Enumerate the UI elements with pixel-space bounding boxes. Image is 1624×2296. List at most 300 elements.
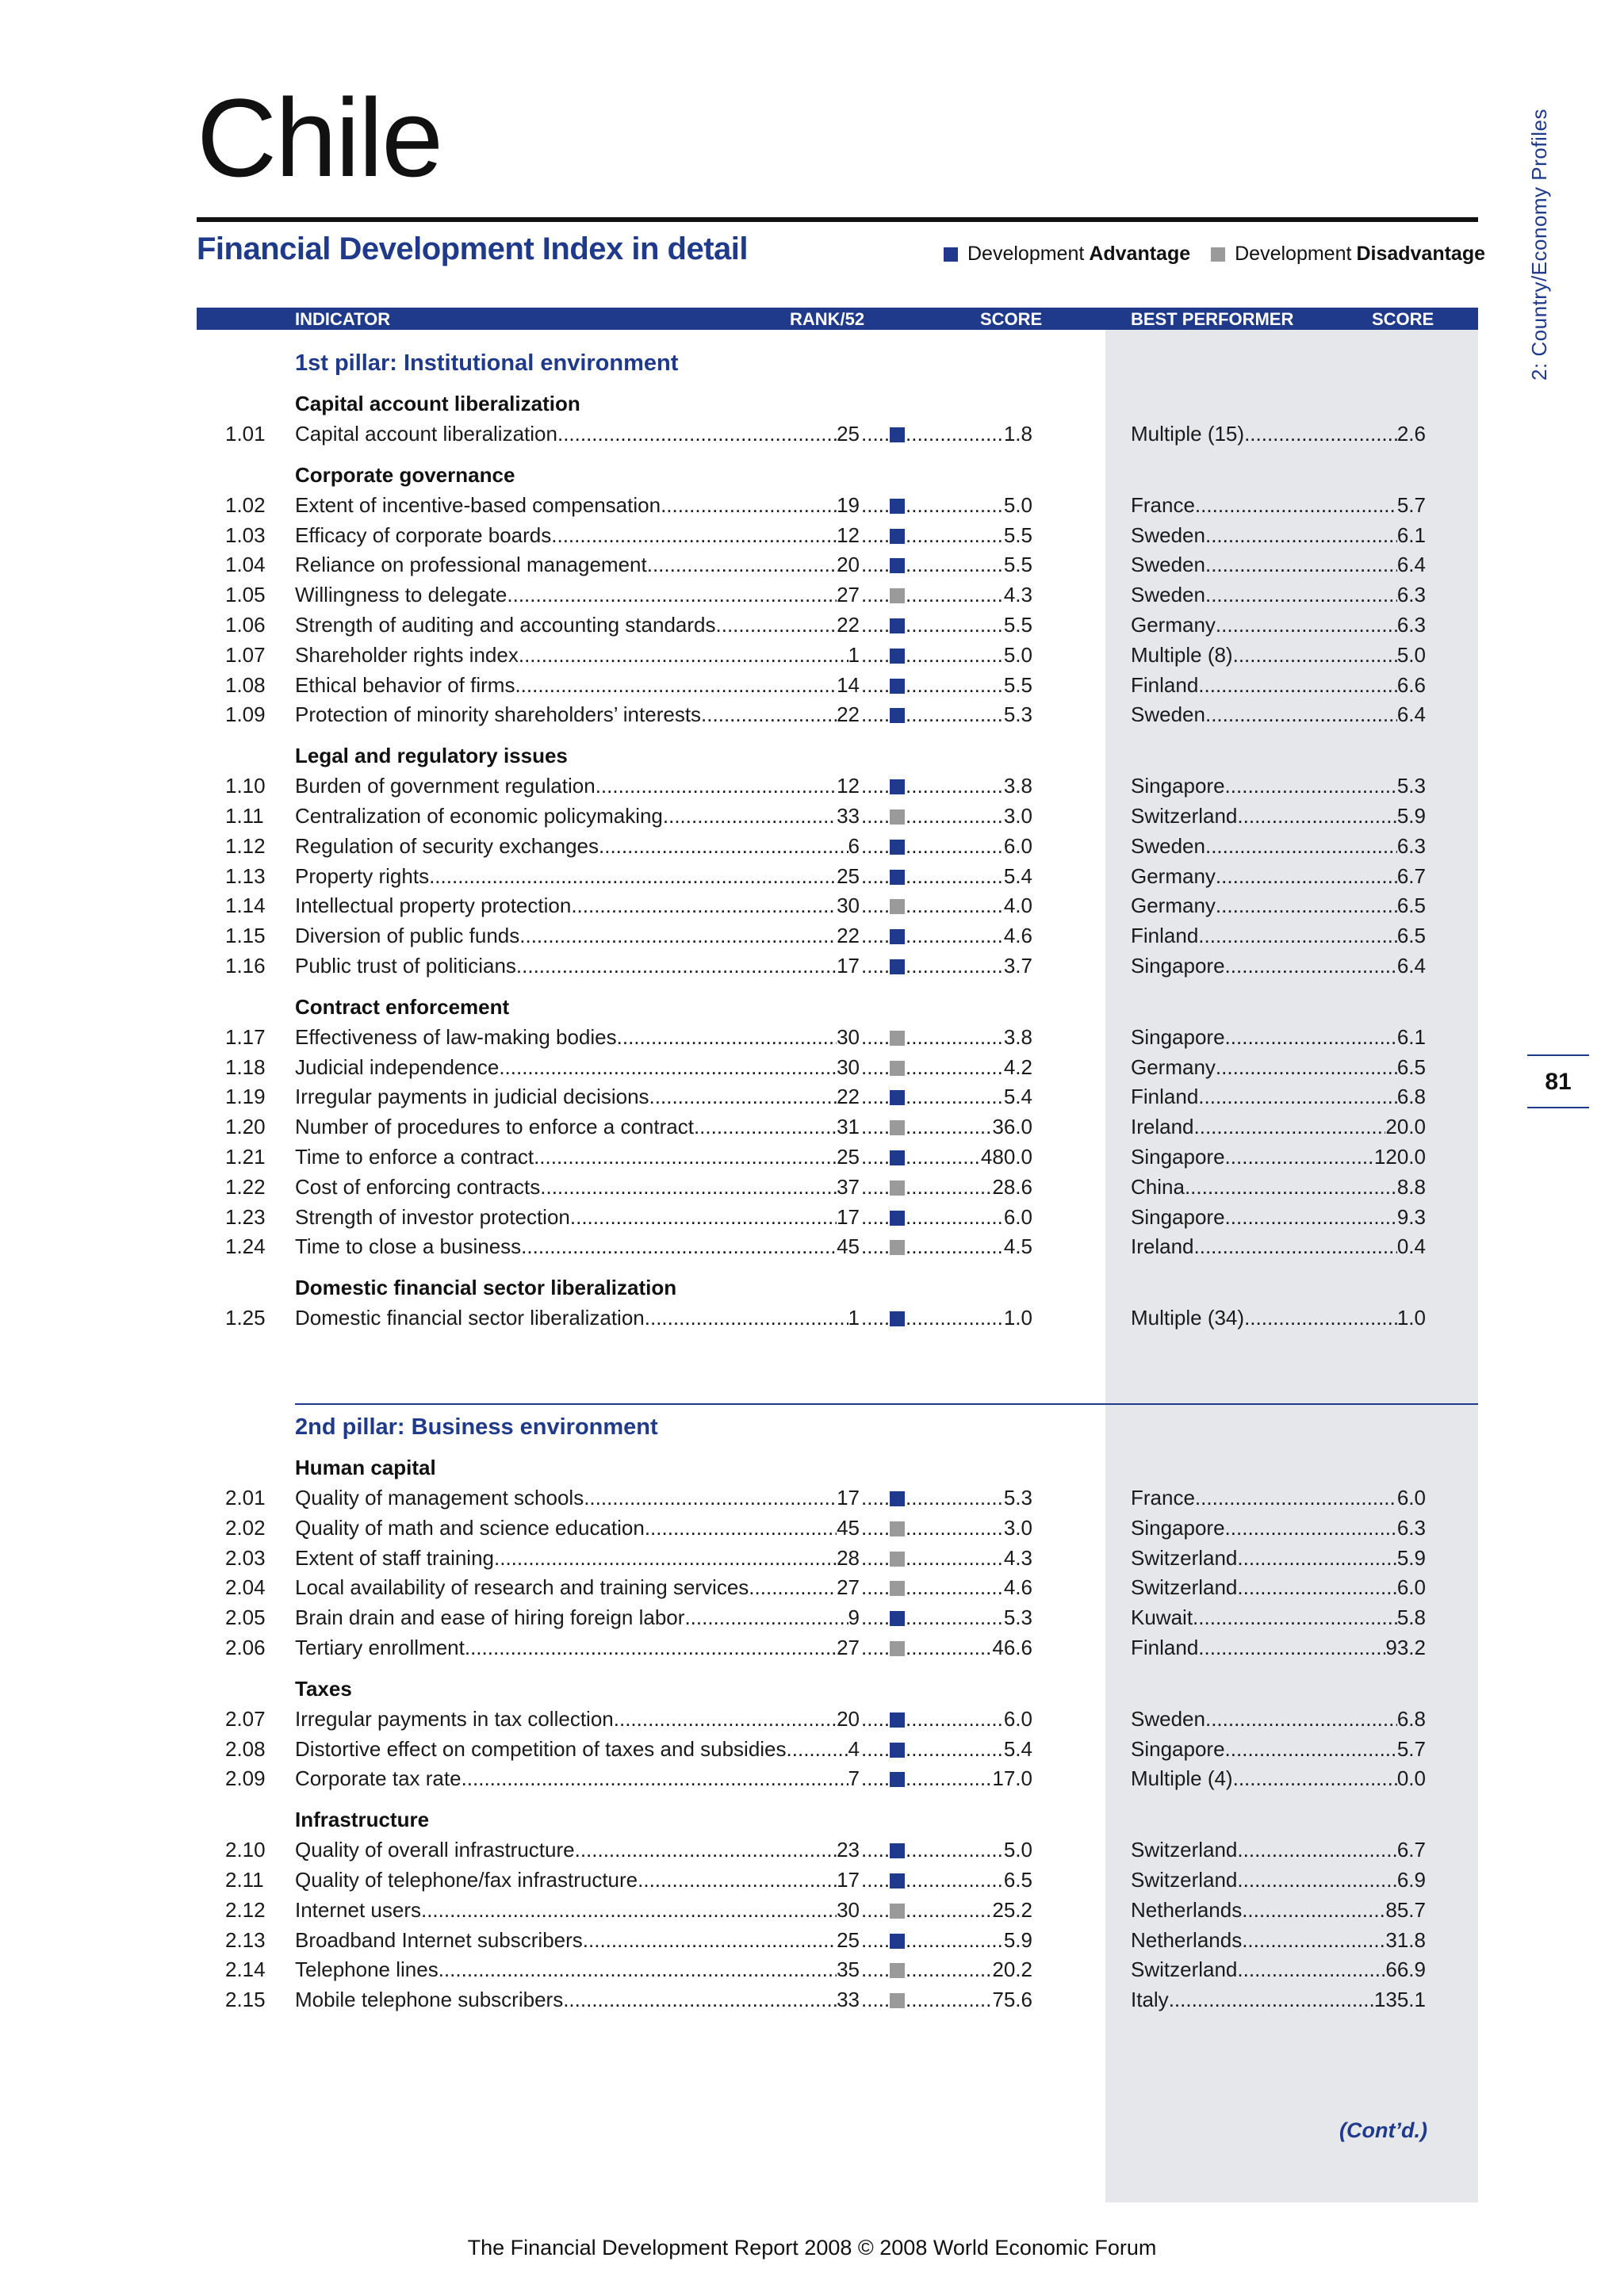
advantage-square-icon (890, 1090, 905, 1105)
leader-dots (429, 864, 837, 889)
indicator-rank: 30 (837, 1054, 860, 1079)
leader-dots (596, 774, 837, 798)
pillar-title: 2nd pillar: Business environment (295, 1414, 658, 1440)
indicator-score: 5.4 (1003, 1085, 1032, 1109)
legend-advantage (944, 243, 1190, 266)
leader-dots (1205, 523, 1397, 548)
leader-dots (906, 1145, 981, 1169)
leader-dots (701, 702, 837, 727)
leader-dots (906, 1486, 1004, 1510)
leader-dots (1233, 1766, 1397, 1791)
indicator-name-rank (295, 523, 860, 548)
indicator-rank: 30 (837, 894, 860, 918)
indicator-name-rank (295, 1838, 860, 1862)
indicator-score-wrap (906, 1234, 1032, 1259)
indicator-name-rank (295, 1928, 860, 1953)
leader-dots (861, 702, 890, 727)
indicator-score: 3.0 (1003, 1515, 1032, 1540)
leader-dots (861, 864, 890, 889)
table-row (0, 553, 1624, 583)
indicator-name: Intellectual property protection (295, 894, 572, 918)
indicator-name: Strength of auditing and accounting standards (295, 613, 716, 637)
best-performer-wrap (1131, 1988, 1426, 2012)
leader-dots (1205, 702, 1397, 727)
table-row (0, 804, 1624, 834)
indicator-rank: 25 (837, 1927, 860, 1952)
header-rank: RANK/52 (790, 309, 865, 329)
indicator-score-wrap (906, 1055, 1032, 1080)
leader-dots (1198, 673, 1397, 698)
indicator-rank: 25 (837, 1145, 860, 1169)
leader-dots (1216, 1055, 1397, 1080)
indicator-rank: 22 (837, 613, 860, 637)
best-performer-score: 2.6 (1396, 422, 1426, 446)
indicator-score-wrap (906, 583, 1032, 607)
indicator-code: 1.17 (225, 1024, 266, 1049)
best-performer-score: 120.0 (1373, 1145, 1426, 1169)
leader-dots (1225, 1516, 1397, 1540)
leader-dots (663, 804, 837, 828)
indicator-name-rank (295, 1085, 860, 1109)
best-performer-wrap (1131, 553, 1426, 577)
leader-dots (906, 553, 1004, 577)
leader-dots (906, 1205, 1004, 1230)
leader-dots (906, 864, 1004, 889)
leader-dots (551, 523, 837, 548)
leader-dots (1216, 613, 1397, 637)
indicator-rank: 19 (837, 492, 860, 517)
indicator-name: Irregular payments in tax collection (295, 1706, 614, 1731)
best-performer: Germany (1131, 863, 1216, 888)
table-row (0, 1025, 1624, 1055)
indicator-score-wrap (906, 1025, 1032, 1050)
table-row (0, 1175, 1624, 1205)
best-performer: France (1131, 492, 1195, 517)
indicator-score-wrap (906, 523, 1032, 548)
leader-dots (1237, 1575, 1396, 1600)
indicator-code: 1.08 (225, 672, 266, 697)
leader-dots (861, 1234, 890, 1259)
best-performer-wrap (1131, 1115, 1426, 1139)
leader-dots (906, 1516, 1004, 1540)
indicator-rank: 27 (837, 1575, 860, 1600)
best-performer-wrap (1131, 774, 1426, 798)
disadvantage-square-icon (890, 1061, 905, 1076)
leader-dots (563, 1988, 837, 2012)
group-heading: Human capital (295, 1456, 436, 1479)
best-performer-wrap (1131, 834, 1426, 859)
advantage-square-icon (890, 618, 905, 633)
best-performer-score: 6.0 (1396, 1486, 1426, 1510)
best-performer-score: 6.1 (1396, 522, 1426, 547)
best-performer-wrap (1131, 1085, 1426, 1109)
table-row (0, 1957, 1624, 1988)
best-performer-wrap (1131, 583, 1426, 607)
table-row (0, 1707, 1624, 1737)
leader-dots (1233, 643, 1397, 668)
pillar-title: 1st pillar: Institutional environment (295, 350, 679, 376)
indicator-score-wrap (906, 834, 1032, 859)
indicator-name: Domestic financial sector liberalization (295, 1306, 645, 1330)
leader-dots (519, 643, 848, 668)
indicator-code: 1.09 (225, 702, 266, 727)
leader-dots (540, 1175, 837, 1200)
leader-dots (1198, 1085, 1397, 1109)
table-row (0, 422, 1624, 452)
indicator-code: 2.09 (225, 1766, 266, 1791)
indicator-name-rank (295, 1145, 860, 1169)
leader-dots (861, 1838, 890, 1862)
indicator-score-wrap (906, 1707, 1032, 1732)
disadvantage-square-icon (890, 1240, 905, 1255)
best-performer: Netherlands (1131, 1927, 1243, 1952)
best-performer-score: 5.0 (1396, 642, 1426, 667)
indicator-code: 1.22 (225, 1174, 266, 1199)
indicator-rank: 37 (837, 1174, 860, 1199)
advantage-square-icon (890, 870, 905, 885)
indicator-name-rank (295, 1636, 860, 1660)
best-performer: Netherlands (1131, 1897, 1243, 1922)
leader-dots (584, 1486, 837, 1510)
indicator-score: 5.3 (1003, 1486, 1032, 1510)
leader-dots (861, 804, 890, 828)
best-performer: Multiple (15) (1131, 422, 1245, 446)
best-performer: Switzerland (1131, 1957, 1238, 1982)
leader-dots (861, 1546, 890, 1571)
indicator-score-wrap (906, 1115, 1032, 1139)
indicator-code: 2.14 (225, 1957, 266, 1982)
best-performer-score: 5.3 (1396, 774, 1426, 798)
leader-dots (906, 804, 1004, 828)
best-performer: Switzerland (1131, 1838, 1238, 1862)
best-performer-wrap (1131, 1145, 1426, 1169)
indicator-code: 1.10 (225, 774, 266, 798)
header-score: SCORE (980, 309, 1043, 329)
indicator-code: 1.21 (225, 1145, 266, 1169)
leader-dots (861, 583, 890, 607)
leader-dots (861, 1085, 890, 1109)
leader-dots (906, 673, 1004, 698)
leader-dots (1225, 954, 1397, 978)
indicator-name-rank (295, 1205, 860, 1230)
leader-dots (906, 702, 1004, 727)
indicator-rank: 17 (837, 1204, 860, 1229)
indicator-rank: 1 (848, 1306, 860, 1330)
side-label: 2: Country/Economy Profiles (1527, 109, 1551, 381)
best-performer: Italy (1131, 1988, 1169, 2012)
indicator-score: 5.9 (1003, 1927, 1032, 1952)
indicator-name: Shareholder rights index (295, 642, 519, 667)
leader-dots (906, 1737, 1004, 1762)
best-performer: Finland (1131, 924, 1199, 948)
leader-dots (861, 1766, 890, 1791)
indicator-code: 1.01 (225, 422, 266, 446)
best-performer-wrap (1131, 422, 1426, 446)
leader-dots (861, 774, 890, 798)
indicator-rank: 27 (837, 583, 860, 607)
indicator-score-wrap (906, 1145, 1032, 1169)
best-performer-wrap (1131, 864, 1426, 889)
leader-dots (575, 1838, 837, 1862)
leader-dots (716, 613, 837, 637)
leader-dots (861, 954, 890, 978)
leader-dots (861, 1306, 890, 1330)
indicator-name: Extent of staff training (295, 1545, 494, 1570)
indicator-code: 1.18 (225, 1054, 266, 1079)
best-performer-score: 85.7 (1385, 1897, 1426, 1922)
leader-dots (861, 924, 890, 948)
indicator-name-rank (295, 804, 860, 828)
leader-dots (638, 1868, 837, 1892)
indicator-code: 1.14 (225, 894, 266, 918)
indicator-score-wrap (906, 613, 1032, 637)
best-performer-wrap (1131, 924, 1426, 948)
indicator-code: 1.06 (225, 613, 266, 637)
indicator-code: 2.15 (225, 1988, 266, 2012)
advantage-square-icon (890, 1150, 905, 1165)
pillar-divider (295, 1403, 1478, 1405)
indicator-score-wrap (906, 422, 1032, 446)
best-performer-wrap (1131, 1575, 1426, 1600)
best-performer: Singapore (1131, 1515, 1225, 1540)
indicator-name-rank (295, 1115, 860, 1139)
indicator-name-rank (295, 834, 860, 859)
leader-dots (861, 1636, 890, 1660)
table-row (0, 523, 1624, 553)
leader-dots (516, 954, 837, 978)
leader-dots (645, 1306, 848, 1330)
leader-dots (1198, 924, 1397, 948)
best-performer-wrap (1131, 1605, 1426, 1630)
best-performer-wrap (1131, 1025, 1426, 1050)
leader-dots (583, 1928, 837, 1953)
leader-dots (1225, 1145, 1374, 1169)
advantage-square-icon (890, 779, 905, 794)
indicator-name-rank (295, 493, 860, 518)
group-heading: Infrastructure (295, 1808, 430, 1832)
indicator-rank: 12 (837, 522, 860, 547)
indicator-name: Quality of overall infrastructure (295, 1838, 575, 1862)
indicator-name-rank (295, 954, 860, 978)
leader-dots (906, 1546, 1004, 1571)
indicator-code: 2.10 (225, 1838, 266, 1862)
best-performer-wrap (1131, 1205, 1426, 1230)
group-heading: Domestic financial sector liberalization (295, 1276, 677, 1300)
leader-dots (1216, 864, 1397, 889)
leader-dots (861, 1145, 890, 1169)
table-row (0, 924, 1624, 954)
disadvantage-square-icon (890, 809, 905, 825)
advantage-square-icon (890, 1611, 905, 1626)
best-performer: Multiple (4) (1131, 1766, 1233, 1791)
indicator-rank: 17 (837, 1868, 860, 1892)
best-performer-score: 5.9 (1396, 804, 1426, 828)
best-performer-wrap (1131, 613, 1426, 637)
leader-dots (906, 924, 1004, 948)
leader-dots (906, 954, 1004, 978)
indicator-code: 1.16 (225, 954, 266, 978)
indicator-name-rank (295, 422, 860, 446)
indicator-score-wrap (906, 643, 1032, 668)
indicator-name-rank (295, 1234, 860, 1259)
indicator-score-wrap (906, 1766, 1032, 1791)
indicator-code: 2.08 (225, 1736, 266, 1761)
indicator-name: Property rights (295, 863, 430, 888)
indicator-name: Internet users (295, 1897, 421, 1922)
indicator-score: 1.8 (1003, 422, 1032, 446)
best-performer: Finland (1131, 1085, 1199, 1109)
best-performer: Switzerland (1131, 804, 1238, 828)
leader-dots (787, 1737, 848, 1762)
disadvantage-square-icon (890, 1993, 905, 2008)
leader-dots (570, 1205, 837, 1230)
disadvantage-square-icon (890, 1963, 905, 1978)
indicator-code: 2.06 (225, 1636, 266, 1659)
table-row (0, 673, 1624, 703)
header-best-score: SCORE (1372, 309, 1434, 329)
indicator-code: 1.23 (225, 1204, 266, 1229)
leader-dots (1242, 1928, 1385, 1953)
indicator-score: 46.6 (992, 1636, 1032, 1659)
best-performer: Switzerland (1131, 1868, 1238, 1892)
leader-dots (499, 1055, 837, 1080)
legend-disadvantage (1211, 243, 1485, 266)
leader-dots (861, 1988, 890, 2012)
indicator-name-rank (295, 1516, 860, 1540)
best-performer: Germany (1131, 894, 1216, 918)
table-row (0, 894, 1624, 924)
leader-dots (557, 422, 837, 446)
indicator-code: 1.25 (225, 1306, 266, 1330)
indicator-score: 5.3 (1003, 702, 1032, 727)
best-performer-score: 5.7 (1396, 492, 1426, 517)
disadvantage-square-icon (890, 1181, 905, 1196)
best-performer-wrap (1131, 1928, 1426, 1953)
indicator-score-wrap (906, 1838, 1032, 1862)
indicator-code: 1.15 (225, 924, 266, 948)
table-row (0, 1055, 1624, 1085)
indicator-score: 6.0 (1003, 1204, 1032, 1229)
best-performer-wrap (1131, 1707, 1426, 1732)
best-performer-wrap (1131, 1737, 1426, 1762)
leader-dots (1169, 1988, 1374, 2012)
indicator-name: Number of procedures to enforce a contract (295, 1115, 694, 1139)
indicator-score: 4.6 (1003, 1575, 1032, 1600)
leader-dots (684, 1605, 848, 1630)
indicator-score-wrap (906, 954, 1032, 978)
indicator-score-wrap (906, 1988, 1032, 2012)
advantage-square-icon (890, 929, 905, 944)
advantage-square-icon (890, 649, 905, 664)
advantage-square-icon (890, 499, 905, 514)
indicator-score-wrap (906, 493, 1032, 518)
indicator-name-rank (295, 553, 860, 577)
indicator-name: Reliance on professional management (295, 553, 647, 577)
advantage-square-icon (890, 959, 905, 974)
leader-dots (439, 1957, 837, 1982)
table-row (0, 1145, 1624, 1175)
best-performer-wrap (1131, 1055, 1426, 1080)
indicator-score: 5.0 (1003, 492, 1032, 517)
table-header-bar (197, 308, 1478, 330)
indicator-score: 5.4 (1003, 863, 1032, 888)
advantage-square-icon (944, 247, 958, 262)
indicator-score: 4.5 (1003, 1234, 1032, 1259)
best-performer: France (1131, 1486, 1195, 1510)
indicator-name: Cost of enforcing contracts (295, 1174, 541, 1199)
indicator-code: 1.24 (225, 1234, 266, 1259)
indicator-name: Public trust of politicians (295, 954, 516, 978)
indicator-score-wrap (906, 774, 1032, 798)
indicator-name: Protection of minority shareholders’ interests (295, 702, 702, 727)
leader-dots (861, 1928, 890, 1953)
group-heading: Taxes (295, 1676, 352, 1701)
table-row (0, 1575, 1624, 1605)
indicator-name: Efficacy of corporate boards (295, 522, 552, 547)
indicator-name-rank (295, 673, 860, 698)
legend-advantage-prefix: Development (967, 243, 1085, 265)
leader-dots (1225, 1737, 1397, 1762)
indicator-name: Telephone lines (295, 1957, 439, 1982)
best-performer-score: 6.7 (1396, 863, 1426, 888)
indicator-score-wrap (906, 1486, 1032, 1510)
leader-dots (1237, 804, 1396, 828)
table-row (0, 1516, 1624, 1546)
indicator-score: 4.3 (1003, 1545, 1032, 1570)
leader-dots (1194, 1234, 1397, 1259)
country-title: Chile (197, 75, 442, 200)
best-performer: Ireland (1131, 1115, 1194, 1139)
disadvantage-square-icon (890, 1120, 905, 1135)
continued-note: (Cont’d.) (1339, 2118, 1427, 2142)
leader-dots (861, 894, 890, 918)
leader-dots (906, 1605, 1004, 1630)
leader-dots (861, 1516, 890, 1540)
indicator-score-wrap (906, 864, 1032, 889)
leader-dots (494, 1546, 837, 1571)
indicator-name: Effectiveness of law-making bodies (295, 1024, 617, 1049)
indicator-score: 4.0 (1003, 894, 1032, 918)
leader-dots (1237, 1838, 1396, 1862)
indicator-score: 75.6 (992, 1988, 1032, 2012)
advantage-square-icon (890, 708, 905, 723)
indicator-score: 36.0 (992, 1115, 1032, 1139)
indicator-score-wrap (906, 804, 1032, 828)
table-row (0, 702, 1624, 733)
leader-dots (861, 1055, 890, 1080)
indicator-score-wrap (906, 1636, 1032, 1660)
indicator-score-wrap (906, 1868, 1032, 1892)
indicator-name-rank (295, 1988, 860, 2012)
indicator-rank: 45 (837, 1234, 860, 1259)
best-performer-score: 6.8 (1396, 1085, 1426, 1109)
advantage-square-icon (890, 427, 905, 442)
indicator-code: 2.04 (225, 1575, 266, 1600)
leader-dots (521, 1234, 837, 1259)
indicator-name: Regulation of security exchanges (295, 833, 599, 858)
disadvantage-square-icon (1211, 247, 1225, 262)
best-performer-wrap (1131, 1486, 1426, 1510)
indicator-name-rank (295, 583, 860, 607)
best-performer-score: 6.6 (1396, 672, 1426, 697)
indicator-score: 5.5 (1003, 553, 1032, 577)
best-performer: Multiple (34) (1131, 1306, 1245, 1330)
best-performer-score: 6.0 (1396, 1575, 1426, 1600)
indicator-rank: 20 (837, 553, 860, 577)
advantage-square-icon (890, 1311, 905, 1326)
leader-dots (861, 1868, 890, 1892)
indicator-name: Diversion of public funds (295, 924, 520, 948)
